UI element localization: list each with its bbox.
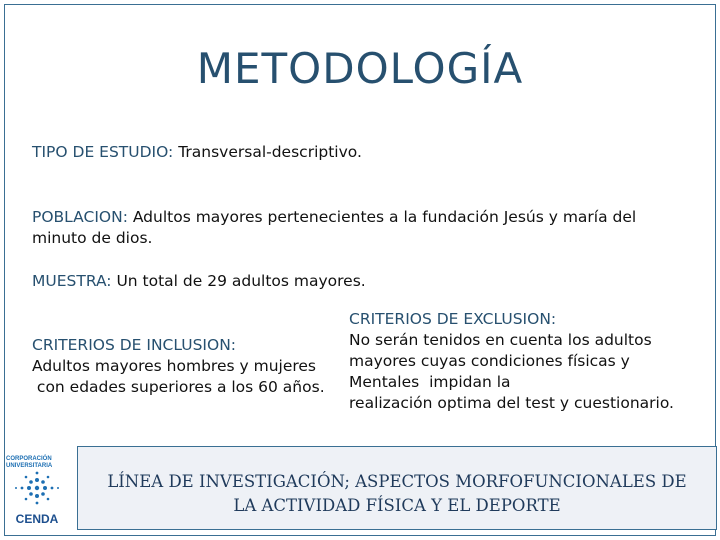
logo-name: CENDA: [15, 512, 59, 526]
muestra-line: [32, 271, 366, 292]
muestra-text: Un total de 29 adultos mayores.: [111, 272, 366, 290]
tipo-estudio-line: [32, 142, 362, 163]
banner-line-1: LÍNEA DE INVESTIGACIÓN; ASPECTOS MORFOFUNCIONALES DE: [107, 472, 687, 491]
exclusion-line-1: No serán tenidos en cuenta los adultos: [349, 331, 652, 349]
cenda-logo: [6, 456, 68, 528]
slide-title: METODOLOGÍA: [196, 44, 524, 93]
exclusion-heading: CRITERIOS DE EXCLUSION:: [349, 310, 557, 328]
muestra-label: MUESTRA:: [32, 272, 112, 290]
logo-top-text-1: CORPORACIÓN: [6, 456, 52, 462]
poblacion-text-2: minuto de dios.: [32, 229, 153, 247]
inclusion-block: [32, 335, 325, 398]
research-line-text: [77, 470, 717, 518]
tipo-estudio-label: TIPO DE ESTUDIO:: [32, 143, 174, 161]
inclusion-line-2: con edades superiores a los 60 años.: [32, 378, 325, 396]
inclusion-heading: CRITERIOS DE INCLUSION:: [32, 336, 237, 354]
poblacion-line: [32, 207, 636, 249]
poblacion-label: POBLACION:: [32, 208, 128, 226]
banner-line-2: LA ACTIVIDAD FÍSICA Y EL DEPORTE: [233, 496, 561, 515]
exclusion-line-3: Mentales impidan la: [349, 373, 511, 391]
exclusion-block: [349, 309, 674, 414]
poblacion-text-1: Adultos mayores pertenecientes a la fundación Jesús y maría del: [127, 208, 637, 226]
tipo-estudio-text: Transversal-descriptivo.: [173, 143, 362, 161]
logo-top-text-2: UNIVERSITARIA: [6, 463, 53, 469]
logo-emblem-icon: [6, 470, 68, 506]
exclusion-line-4: realización optima del test y cuestionario.: [349, 394, 674, 412]
inclusion-line-1: Adultos mayores hombres y mujeres: [32, 357, 317, 375]
exclusion-line-2: mayores cuyas condiciones físicas y: [349, 352, 630, 370]
